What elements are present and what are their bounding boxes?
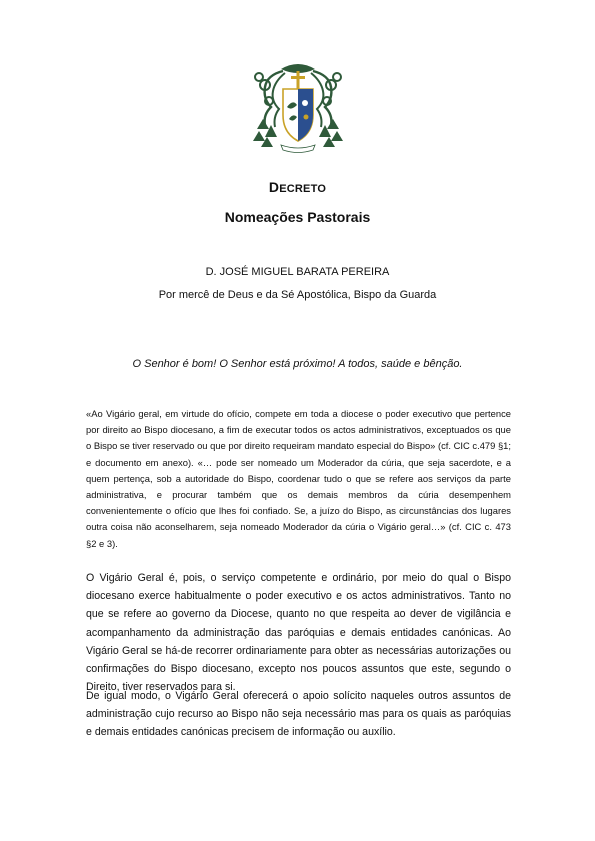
coat-of-arms-icon [247, 55, 349, 155]
decree-title [0, 179, 595, 195]
bishop-name: D. JOSÉ MIGUEL BARATA PEREIRA [205, 266, 390, 278]
body-paragraph: De igual modo, o Vigário Geral oferecerá o apoio solícito naqueles outros assuntos de administração cujo recurso ao Bispo não seja necessário mas para os quais as paróquias e demais entidades canónicas precisem de informação ou auxílio. [86, 690, 511, 739]
body-paragraph: O Vigário Geral é, pois, o serviço competente e ordinário, por meio do qual o Bispo diocesano exerce habitualmente o poder executivo e os actos administrativos. Tanto no que se refere ao governo da Diocese, quanto no que respeita ao dever de vigilância e acompanhamento da administração das paróquias e demais entidades canónicas. Ao Vigário Geral se há-de recorrer ordinariamente para obter as necessárias autorizações ou confirmações do Bispo diocesano, excepto nos poucos assuntos que este, segundo o Direito, tiver reservados para si. [86, 572, 511, 694]
bishop-role: Por mercê de Deus e da Sé Apostólica, Bispo da Guarda [158, 289, 437, 301]
decree-title-rest: ECRETO [279, 183, 327, 195]
greeting: O Senhor é bom! O Senhor está próximo! A todos, saúde e bênção. [132, 358, 463, 370]
decree-title-initial: D [268, 179, 280, 195]
canon-law-quote: «Ao Vigário geral, em virtude do ofício, compete em toda a diocese o poder executivo que pertence por direito ao Bispo diocesano, a fim de executar todos os actos administrativos, exceptuados os que o Bispo se tiver reservado ou que por direito requeiram mandato especial do Bispo» (cf. CIC c.479 §1; e documento em anexo). «… pode ser nomeado um Moderador da cúria, que seja sacerdote, e a quem pertença, sob a autoridade do Bispo, coordenar tudo o que se refere aos serviços da parte administrativa, e procurar também que os demais membros da cúria desempenhem convenientemente o ofício que lhes foi confiado. Se, a juízo do Bispo, as circunstâncias dos lugares outra coisa não aconselharem, seja nomeado Moderador da cúria o Vigário geral…» (cf. CIC c. 473 §2 e 3). [86, 408, 511, 549]
decree-subtitle: Nomeações Pastorais [224, 209, 371, 225]
